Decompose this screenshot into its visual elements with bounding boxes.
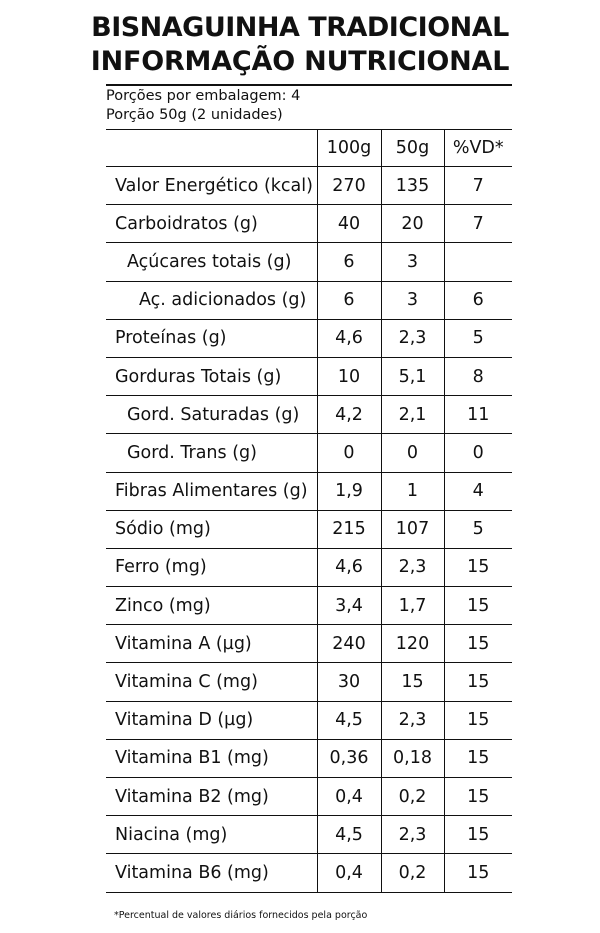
- nutrient-label: Vitamina B1 (mg): [106, 739, 317, 777]
- value-100g: 6: [317, 243, 381, 281]
- nutrient-label: Niacina (mg): [106, 816, 317, 854]
- table-row: [106, 663, 512, 701]
- value-50g: 135: [381, 167, 444, 205]
- value-vd: 11: [444, 396, 512, 434]
- nutrient-label: Gord. Trans (g): [106, 434, 317, 472]
- value-50g: 15: [381, 663, 444, 701]
- nutrition-table: [106, 129, 512, 893]
- value-vd: 15: [444, 663, 512, 701]
- serving-size: Porção 50g (2 unidades): [106, 107, 283, 123]
- table-row: [106, 854, 512, 892]
- value-vd: 0: [444, 434, 512, 472]
- value-vd: 15: [444, 739, 512, 777]
- table-row: [106, 510, 512, 548]
- value-100g: 40: [317, 205, 381, 243]
- value-50g: 3: [381, 281, 444, 319]
- value-vd: 15: [444, 854, 512, 892]
- value-vd: 15: [444, 816, 512, 854]
- table-row: [106, 167, 512, 205]
- value-100g: 0,4: [317, 854, 381, 892]
- column-header-vd: %VD*: [444, 130, 512, 167]
- value-vd: 8: [444, 357, 512, 395]
- nutrient-label: Vitamina C (mg): [106, 663, 317, 701]
- table-row: [106, 548, 512, 586]
- value-vd: 15: [444, 778, 512, 816]
- table-row: [106, 739, 512, 777]
- table-row: [106, 281, 512, 319]
- value-100g: 4,6: [317, 548, 381, 586]
- value-vd: 15: [444, 701, 512, 739]
- nutrient-label: Valor Energético (kcal): [106, 167, 317, 205]
- value-100g: 4,5: [317, 701, 381, 739]
- value-vd: 5: [444, 319, 512, 357]
- value-50g: 0: [381, 434, 444, 472]
- nutrient-label: Ferro (mg): [106, 548, 317, 586]
- product-title: BISNAGUINHA TRADICIONAL: [91, 12, 509, 43]
- footnote: *Percentual de valores diários fornecidos pela porção: [114, 910, 368, 921]
- table-row: [106, 816, 512, 854]
- value-50g: 0,2: [381, 854, 444, 892]
- value-vd: 7: [444, 167, 512, 205]
- value-100g: 0,36: [317, 739, 381, 777]
- value-100g: 4,2: [317, 396, 381, 434]
- value-50g: 2,3: [381, 701, 444, 739]
- table-row: [106, 357, 512, 395]
- table-row: [106, 625, 512, 663]
- nutrient-label: Gord. Saturadas (g): [106, 396, 317, 434]
- value-50g: 20: [381, 205, 444, 243]
- value-50g: 120: [381, 625, 444, 663]
- value-50g: 0,2: [381, 778, 444, 816]
- table-row: [106, 205, 512, 243]
- value-vd: 5: [444, 510, 512, 548]
- nutrient-label: Fibras Alimentares (g): [106, 472, 317, 510]
- value-50g: 3: [381, 243, 444, 281]
- value-50g: 1,7: [381, 587, 444, 625]
- value-100g: 215: [317, 510, 381, 548]
- nutrient-label: Vitamina B2 (mg): [106, 778, 317, 816]
- servings-per-package: Porções por embalagem: 4: [106, 88, 301, 104]
- value-vd: 15: [444, 548, 512, 586]
- value-50g: 107: [381, 510, 444, 548]
- value-vd: 15: [444, 625, 512, 663]
- header-blank-cell: [106, 130, 317, 167]
- column-header-100g: 100g: [317, 130, 381, 167]
- value-50g: 2,3: [381, 548, 444, 586]
- nutrient-label: Carboidratos (g): [106, 205, 317, 243]
- value-50g: 2,3: [381, 816, 444, 854]
- table-row: [106, 472, 512, 510]
- value-50g: 1: [381, 472, 444, 510]
- value-100g: 270: [317, 167, 381, 205]
- value-50g: 5,1: [381, 357, 444, 395]
- nutrient-label: Açúcares totais (g): [106, 243, 317, 281]
- table-row: [106, 434, 512, 472]
- table-row: [106, 701, 512, 739]
- column-header-50g: 50g: [381, 130, 444, 167]
- value-50g: 2,3: [381, 319, 444, 357]
- value-100g: 0: [317, 434, 381, 472]
- value-50g: 0,18: [381, 739, 444, 777]
- nutrient-label: Sódio (mg): [106, 510, 317, 548]
- nutrient-label: Proteínas (g): [106, 319, 317, 357]
- nutrient-label: Aç. adicionados (g): [106, 281, 317, 319]
- nutrient-label: Gorduras Totais (g): [106, 357, 317, 395]
- value-100g: 1,9: [317, 472, 381, 510]
- nutrient-label: Vitamina A (µg): [106, 625, 317, 663]
- value-vd: 6: [444, 281, 512, 319]
- section-title: INFORMAÇÃO NUTRICIONAL: [90, 46, 510, 77]
- table-row: [106, 587, 512, 625]
- table-row: [106, 243, 512, 281]
- table-header-row: [106, 130, 512, 167]
- value-100g: 4,5: [317, 816, 381, 854]
- value-100g: 3,4: [317, 587, 381, 625]
- value-vd: 4: [444, 472, 512, 510]
- value-vd: [444, 243, 512, 281]
- value-100g: 240: [317, 625, 381, 663]
- table-row: [106, 319, 512, 357]
- value-50g: 2,1: [381, 396, 444, 434]
- table-row: [106, 778, 512, 816]
- table-row: [106, 396, 512, 434]
- value-100g: 6: [317, 281, 381, 319]
- value-100g: 10: [317, 357, 381, 395]
- nutrient-label: Zinco (mg): [106, 587, 317, 625]
- value-vd: 15: [444, 587, 512, 625]
- nutrient-label: Vitamina D (µg): [106, 701, 317, 739]
- value-100g: 30: [317, 663, 381, 701]
- value-100g: 4,6: [317, 319, 381, 357]
- value-vd: 7: [444, 205, 512, 243]
- value-100g: 0,4: [317, 778, 381, 816]
- title-divider: [106, 84, 512, 86]
- nutrient-label: Vitamina B6 (mg): [106, 854, 317, 892]
